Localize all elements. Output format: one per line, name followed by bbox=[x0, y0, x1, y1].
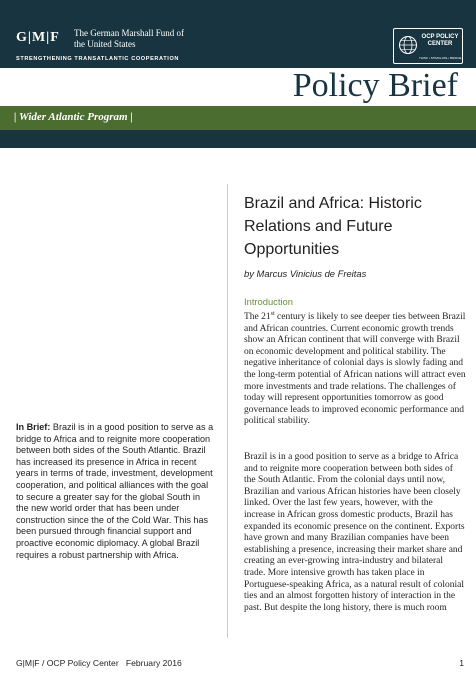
in-brief-text: Brazil is in a good position to serve as a bridge to Africa and to reignite more cooperation between both sides of the South Atlantic. Brazil has increased its presence in Africa in recent years in terms of trade, investment, development cooperation, and political alliances with the goal to secure a greater say for the global South in the new world order that has been under construction since the of the Cold War. This has been pursued through financial support and proactive economic diplomacy. A global Brazil requires a robust partnership with Africa. bbox=[16, 422, 214, 560]
ocp-tagline: THINK • STIMULATE • BRIDGE bbox=[419, 56, 462, 60]
gmf-logo: G|M|F bbox=[16, 30, 60, 45]
gmf-tagline: STRENGTHENING TRANSATLANTIC COOPERATION bbox=[16, 56, 180, 62]
ocp-logo bbox=[393, 28, 463, 64]
paragraph-introduction-1 bbox=[244, 312, 466, 428]
ordinal-suffix: st bbox=[270, 310, 275, 317]
program-label: | Wider Atlantic Program | bbox=[14, 111, 133, 123]
in-brief-label: In Brief: bbox=[16, 422, 51, 432]
footer-org: G|M|F / OCP Policy Center bbox=[16, 658, 119, 668]
paragraph1-rest: century is likely to see deeper ties between Brazil and African countries. Current economic growth trends show an African continent that will converge with Brazil on economic development and political stability. The negative inheritance of colonial days is slowly fading and the long-term potential of African nations will attract even more investments and trade relations. The challenges of today will represent opportunities tomorrow as good governance leads to improved economic performance and political stability. bbox=[244, 312, 466, 427]
in-brief-box bbox=[16, 422, 214, 561]
page-number: 1 bbox=[459, 658, 464, 668]
ocp-name: OCP POLICY CENTER bbox=[421, 34, 459, 47]
policy-brief-band bbox=[0, 68, 476, 106]
article-title: Brazil and Africa: Historic Relations and Future Opportunities bbox=[244, 195, 422, 258]
footer-source bbox=[16, 658, 182, 668]
gmf-name: The German Marshall Fund of the United States bbox=[74, 28, 184, 49]
section-heading: Introduction bbox=[244, 296, 293, 307]
footer-date: February 2016 bbox=[125, 658, 182, 668]
paragraph-introduction-2: Brazil is in a good position to serve as a bridge to Africa and to reignite more cooperation between both sides of the South Atlantic. From the colonial days until now, Brazilian and various African histories have been closely linked. Over the last few years, however, with the increase in African gross domestic products, Brazil has expanded its economic presence on the continent. Exports have grown and many Brazilian companies have been establishing a presence, increasing their market share and creating an ever-growing intra-industry and bilateral trade. More intensive growth has taken place in Portuguese-speaking Africa, as a natural result of colonial ties and an almost forgotten history of interaction in the past. But despite the long history, there is much room bbox=[244, 452, 465, 613]
program-bar bbox=[0, 106, 476, 130]
article-author: by Marcus Vinicius de Freitas bbox=[244, 268, 367, 279]
paragraph1-start: The 21 bbox=[244, 312, 271, 322]
publication-type: Policy Brief bbox=[292, 67, 458, 104]
globe-icon bbox=[398, 35, 418, 55]
column-divider bbox=[227, 184, 228, 638]
